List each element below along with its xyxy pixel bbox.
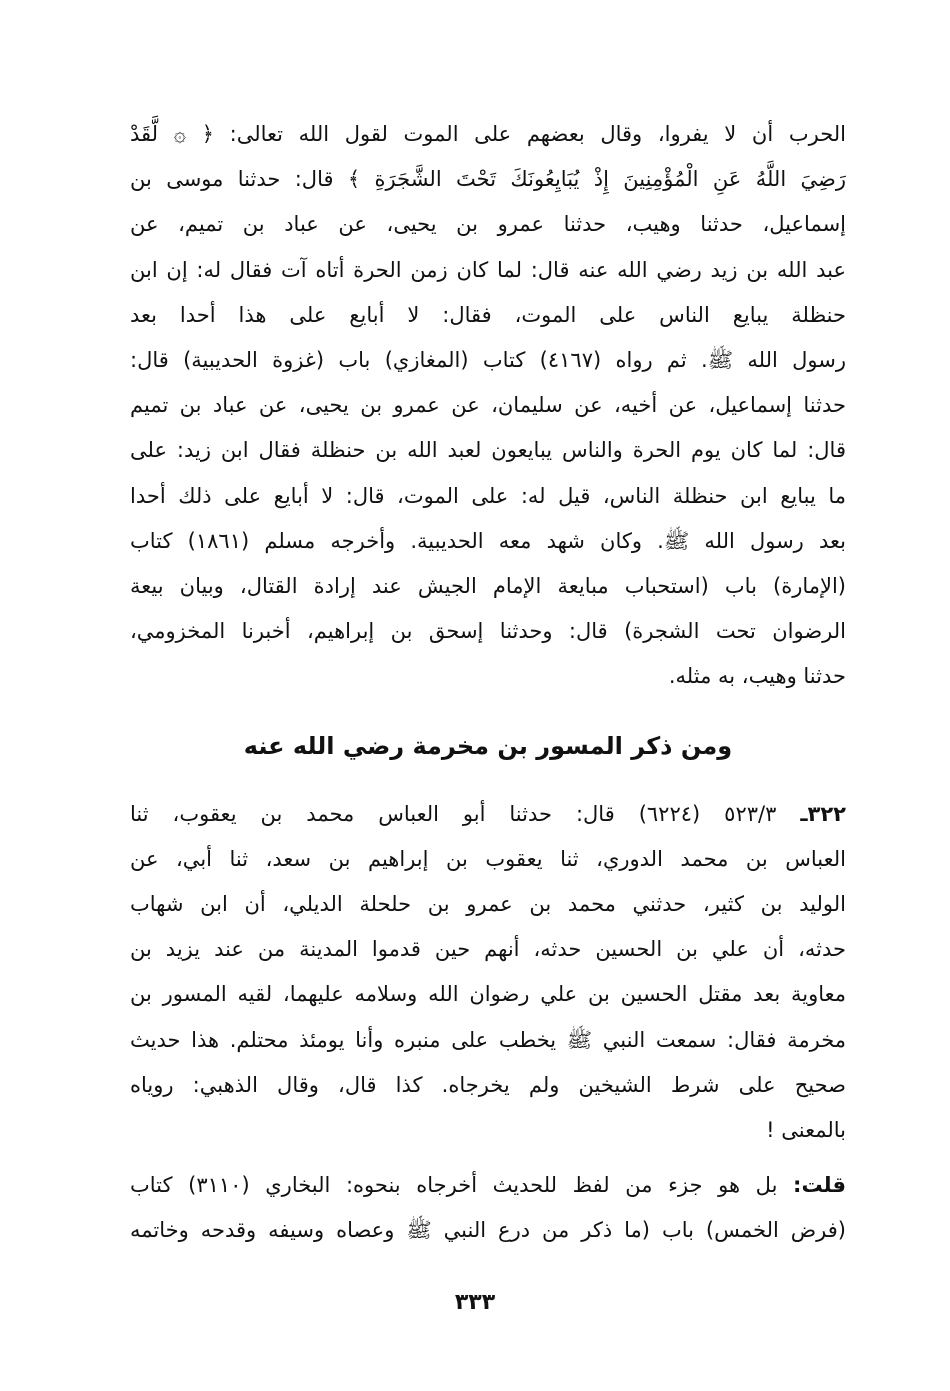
text-line-rest: بل هو جزء من لفظ للحديث أخرجاه بنحوه: البخاري (٣١١٠) كتاب [130,1173,794,1198]
text-line: الحرب أن لا يفروا، وقال بعضهم على الموت لقول الله تعالى: ﴿ ۞ لَّقَدْ [130,122,846,146]
text-line: عبد الله بن زيد رضي الله عنه قال: لما كان زمن الحرة أتاه آت فقال له: إن ابن [130,257,846,282]
text-line: حدثه، أن علي بن الحسين حدثه، أنهم حين قدموا المدينة من عند يزيد بن [130,937,846,962]
paragraph-1 [130,112,846,700]
text-line: معاوية بعد مقتل الحسين بن علي رضوان الله وسلامه عليهما، لقيه المسور بن [130,982,846,1007]
text-line: رَضِيَ اللَّهُ عَنِ الْمُؤْمِنِينَ إِذْ يُبَايِعُونَكَ تَحْتَ الشَّجَرَةِ ﴾ قال: حدثنا موسى بن [130,167,846,192]
page-body [130,112,846,1254]
page-number: ٣٣٣ [454,1290,496,1315]
text-line: حنظلة يبايع الناس على الموت، فقال: لا أبايع على هذا أحدا بعد [130,302,846,327]
section-heading: ومن ذكر المسور بن مخرمة رضي الله عنه [243,731,733,760]
text-line: قال: لما كان يوم الحرة والناس يبايعون لعبد الله بن حنظلة فقال ابن زيد: على [130,438,846,463]
text-line: (الإمارة) باب (استحباب مبايعة الإمام الجيش عند إرادة القتال، وبيان بيعة [130,574,846,599]
text-line: رسول الله ﷺ. ثم رواه (٤١٦٧) كتاب (المغازي) باب (غزوة الحديبية) قال: [130,348,846,373]
text-line: (فرض الخمس) باب (ما ذكر من درع النبي ﷺ وعصاه وسيفه وقدحه وخاتمه [130,1218,846,1243]
text-line: ما يبايع ابن حنظلة الناس، قيل له: على الموت، قال: لا أبايع على ذلك أحدا [130,483,846,508]
paragraph-2 [130,792,846,1154]
text-line: بعد رسول الله ﷺ. وكان شهد معه الحديبية. وأخرجه مسلم (١٨٦١) كتاب [130,528,846,553]
text-line [130,1163,846,1208]
text-line: العباس بن محمد الدوري، ثنا يعقوب بن إبراهيم بن سعد، ثنا أبي، عن [130,846,846,871]
qultu-label: قلت: [793,1173,846,1198]
text-line: بالمعنى ! [766,1118,846,1143]
text-line: صحيح على شرط الشيخين ولم يخرجاه. كذا قال، وقال الذهبي: روياه [130,1072,846,1097]
text-line: الوليد بن كثير، حدثني محمد بن عمرو بن حلحلة الديلي، أن ابن شهاب [130,892,846,917]
text-line-rest: ٥٢٣/٣ (٦٢٢٤) قال: حدثنا أبو العباس محمد بن يعقوب، ثنا [130,801,801,826]
paragraph-3 [130,1163,846,1253]
paragraph-gap [130,1153,846,1163]
text-line: إسماعيل، حدثنا وهيب، حدثنا عمرو بن يحيى، عن عباد بن تميم، عن [130,212,846,237]
text-line: الرضوان تحت الشجرة) قال: وحدثنا إسحق بن إبراهيم، أخبرنا المخزومي، [130,619,846,644]
hadith-number: ٣٢٢ـ [800,801,846,826]
text-line: حدثنا وهيب، به مثله. [668,664,846,689]
text-line: حدثنا إسماعيل، عن أخيه، عن سليمان، عن عمرو بن يحيى، عن عباد بن تميم [130,393,846,418]
text-line: مخرمة فقال: سمعت النبي ﷺ يخطب على منبره وأنا يومئذ محتلم. هذا حديث [130,1027,846,1052]
text-line [130,792,846,837]
